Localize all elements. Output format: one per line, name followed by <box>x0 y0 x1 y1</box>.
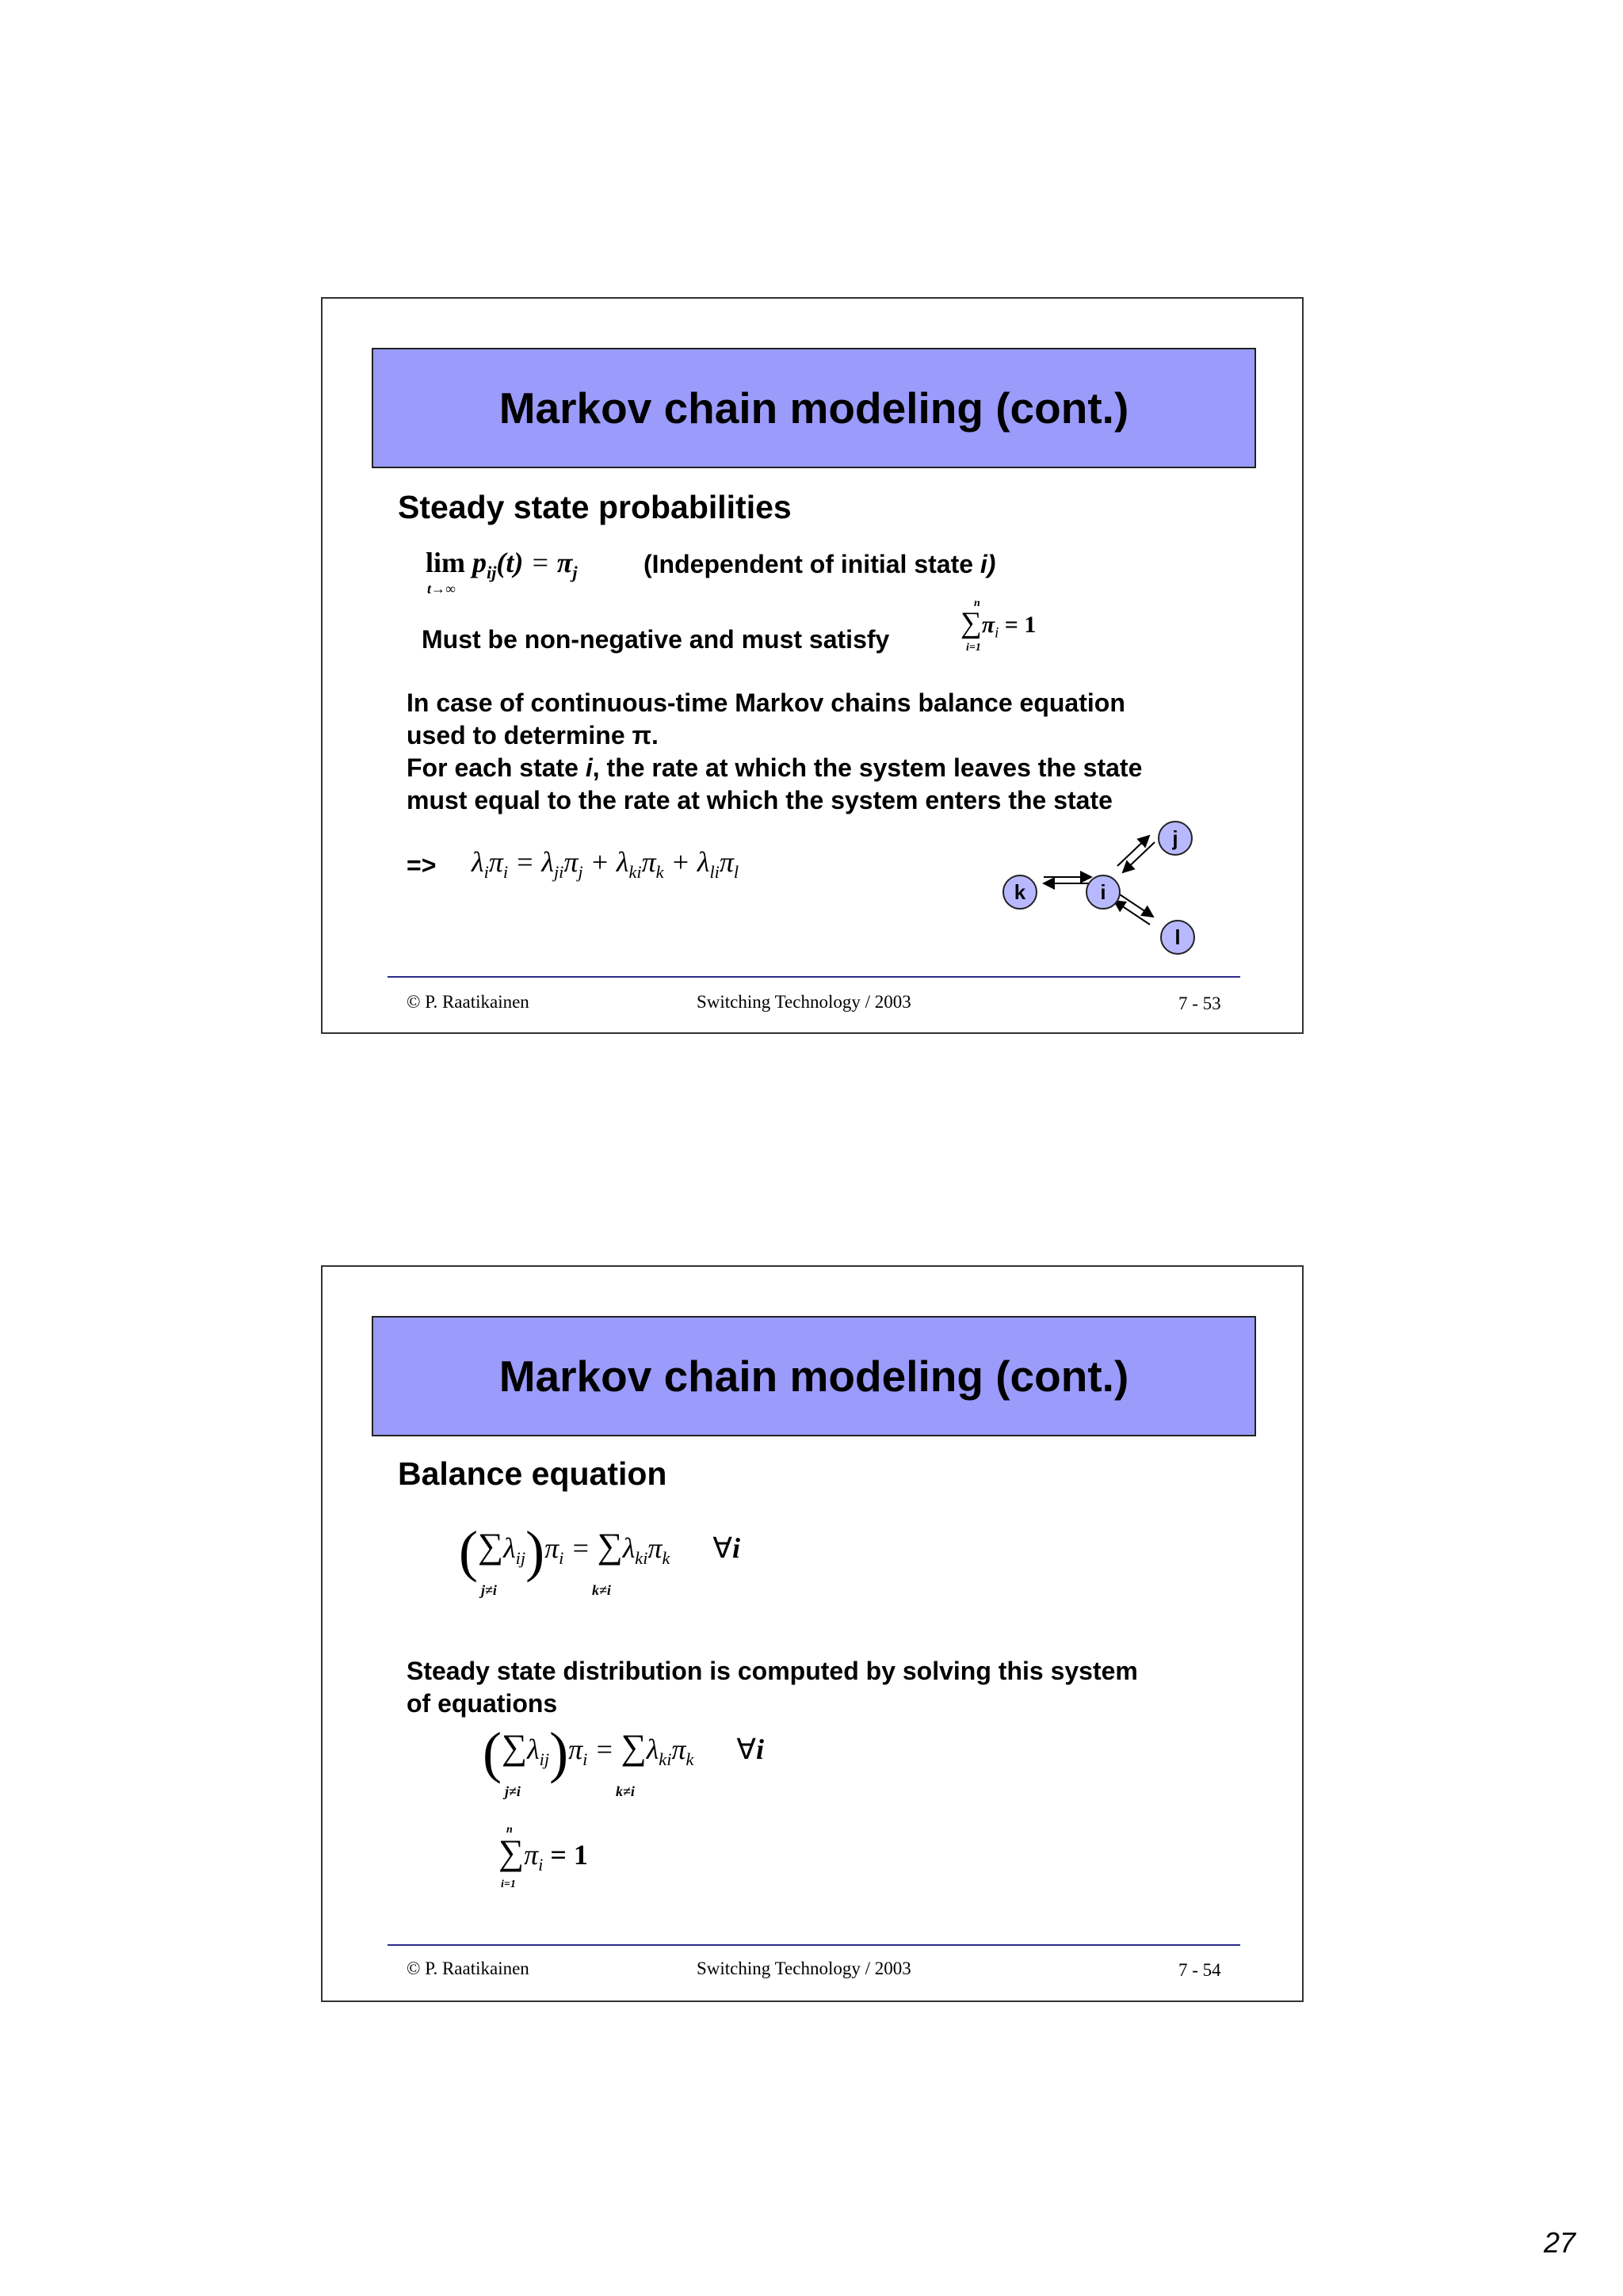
limit-formula: $\lim p_{ij}(t) = \pi_j$ <box>426 547 578 582</box>
footer-course: Switching Technology / 2003 <box>697 992 911 1012</box>
slide-title-box <box>372 1316 1256 1436</box>
slide-54 <box>321 1265 1304 2002</box>
slide-title: Markov chain modeling (cont.) <box>498 383 1129 433</box>
system-normalization: $\sum\pi_i = 1$ <box>498 1833 588 1875</box>
sum-index-j-neq-i: j≠i <box>481 1582 497 1598</box>
limit-subscript: t→∞ <box>427 581 456 597</box>
slide-title: Markov chain modeling (cont.) <box>498 1352 1129 1401</box>
sum-upper-limit: n <box>506 1824 513 1836</box>
slide-title-box <box>372 348 1256 468</box>
nonnegative-text: Must be non-negative and must satisfy <box>422 625 890 654</box>
slide-53 <box>321 297 1304 1034</box>
independent-note: (Independent of initial state i) <box>643 550 996 578</box>
arrow-i-to-l <box>1117 893 1153 917</box>
section-heading: Balance equation <box>398 1455 667 1492</box>
footer-rule <box>388 976 1240 978</box>
footer-rule <box>388 1944 1240 1946</box>
sum-index-k-neq-i-2: k≠i <box>616 1783 635 1799</box>
page-number: 27 <box>1543 2226 1575 2259</box>
balance-equation-expanded: $\lambda_i\pi_i = \lambda_{ji}\pi_j + \lambda_{ki}\pi_k + \lambda_{li}\pi_l$ <box>472 846 739 882</box>
section-heading: Steady state probabilities <box>398 489 792 525</box>
state-node-i: i <box>1086 875 1121 910</box>
implies-arrow: => <box>407 851 437 879</box>
balance-equation: $(\sum\lambda_{ij})\pi_i = \sum\lambda_{ki}\pi_k$ ∀i <box>459 1520 741 1583</box>
arrow-l-to-i <box>1114 901 1150 925</box>
sum-index-k-neq-i: k≠i <box>592 1582 611 1598</box>
sum-lower-limit: i=1 <box>966 642 981 654</box>
footer-slide-number: 7 - 53 <box>1178 994 1221 1013</box>
sum-upper-limit: n <box>974 597 980 609</box>
sum-index-j-neq-i-2: j≠i <box>505 1783 521 1799</box>
state-node-l: l <box>1160 920 1195 955</box>
steady-state-text: Steady state distribution is computed by solving this system of equations <box>407 1657 1138 1718</box>
continuous-text: In case of continuous-time Markov chains balance equation used to determine π. For each state i, the rate at which the system leaves the state must equal to the rate at which the system enters the state <box>407 688 1143 814</box>
footer-course: Switching Technology / 2003 <box>697 1958 911 1978</box>
state-node-j: j <box>1158 821 1193 856</box>
footer-slide-number: 7 - 54 <box>1178 1960 1221 1980</box>
normalization-formula: $\sum\pi_i = 1$ <box>960 607 1037 642</box>
footer-author: © P. Raatikainen <box>407 1958 529 1978</box>
sum-lower-limit: i=1 <box>501 1878 516 1890</box>
footer-author: © P. Raatikainen <box>407 992 529 1012</box>
system-balance-equation: $(\sum\lambda_{ij})\pi_i = \sum\lambda_{ki}\pi_k$ ∀i <box>483 1721 765 1784</box>
state-node-k: k <box>1002 875 1037 910</box>
